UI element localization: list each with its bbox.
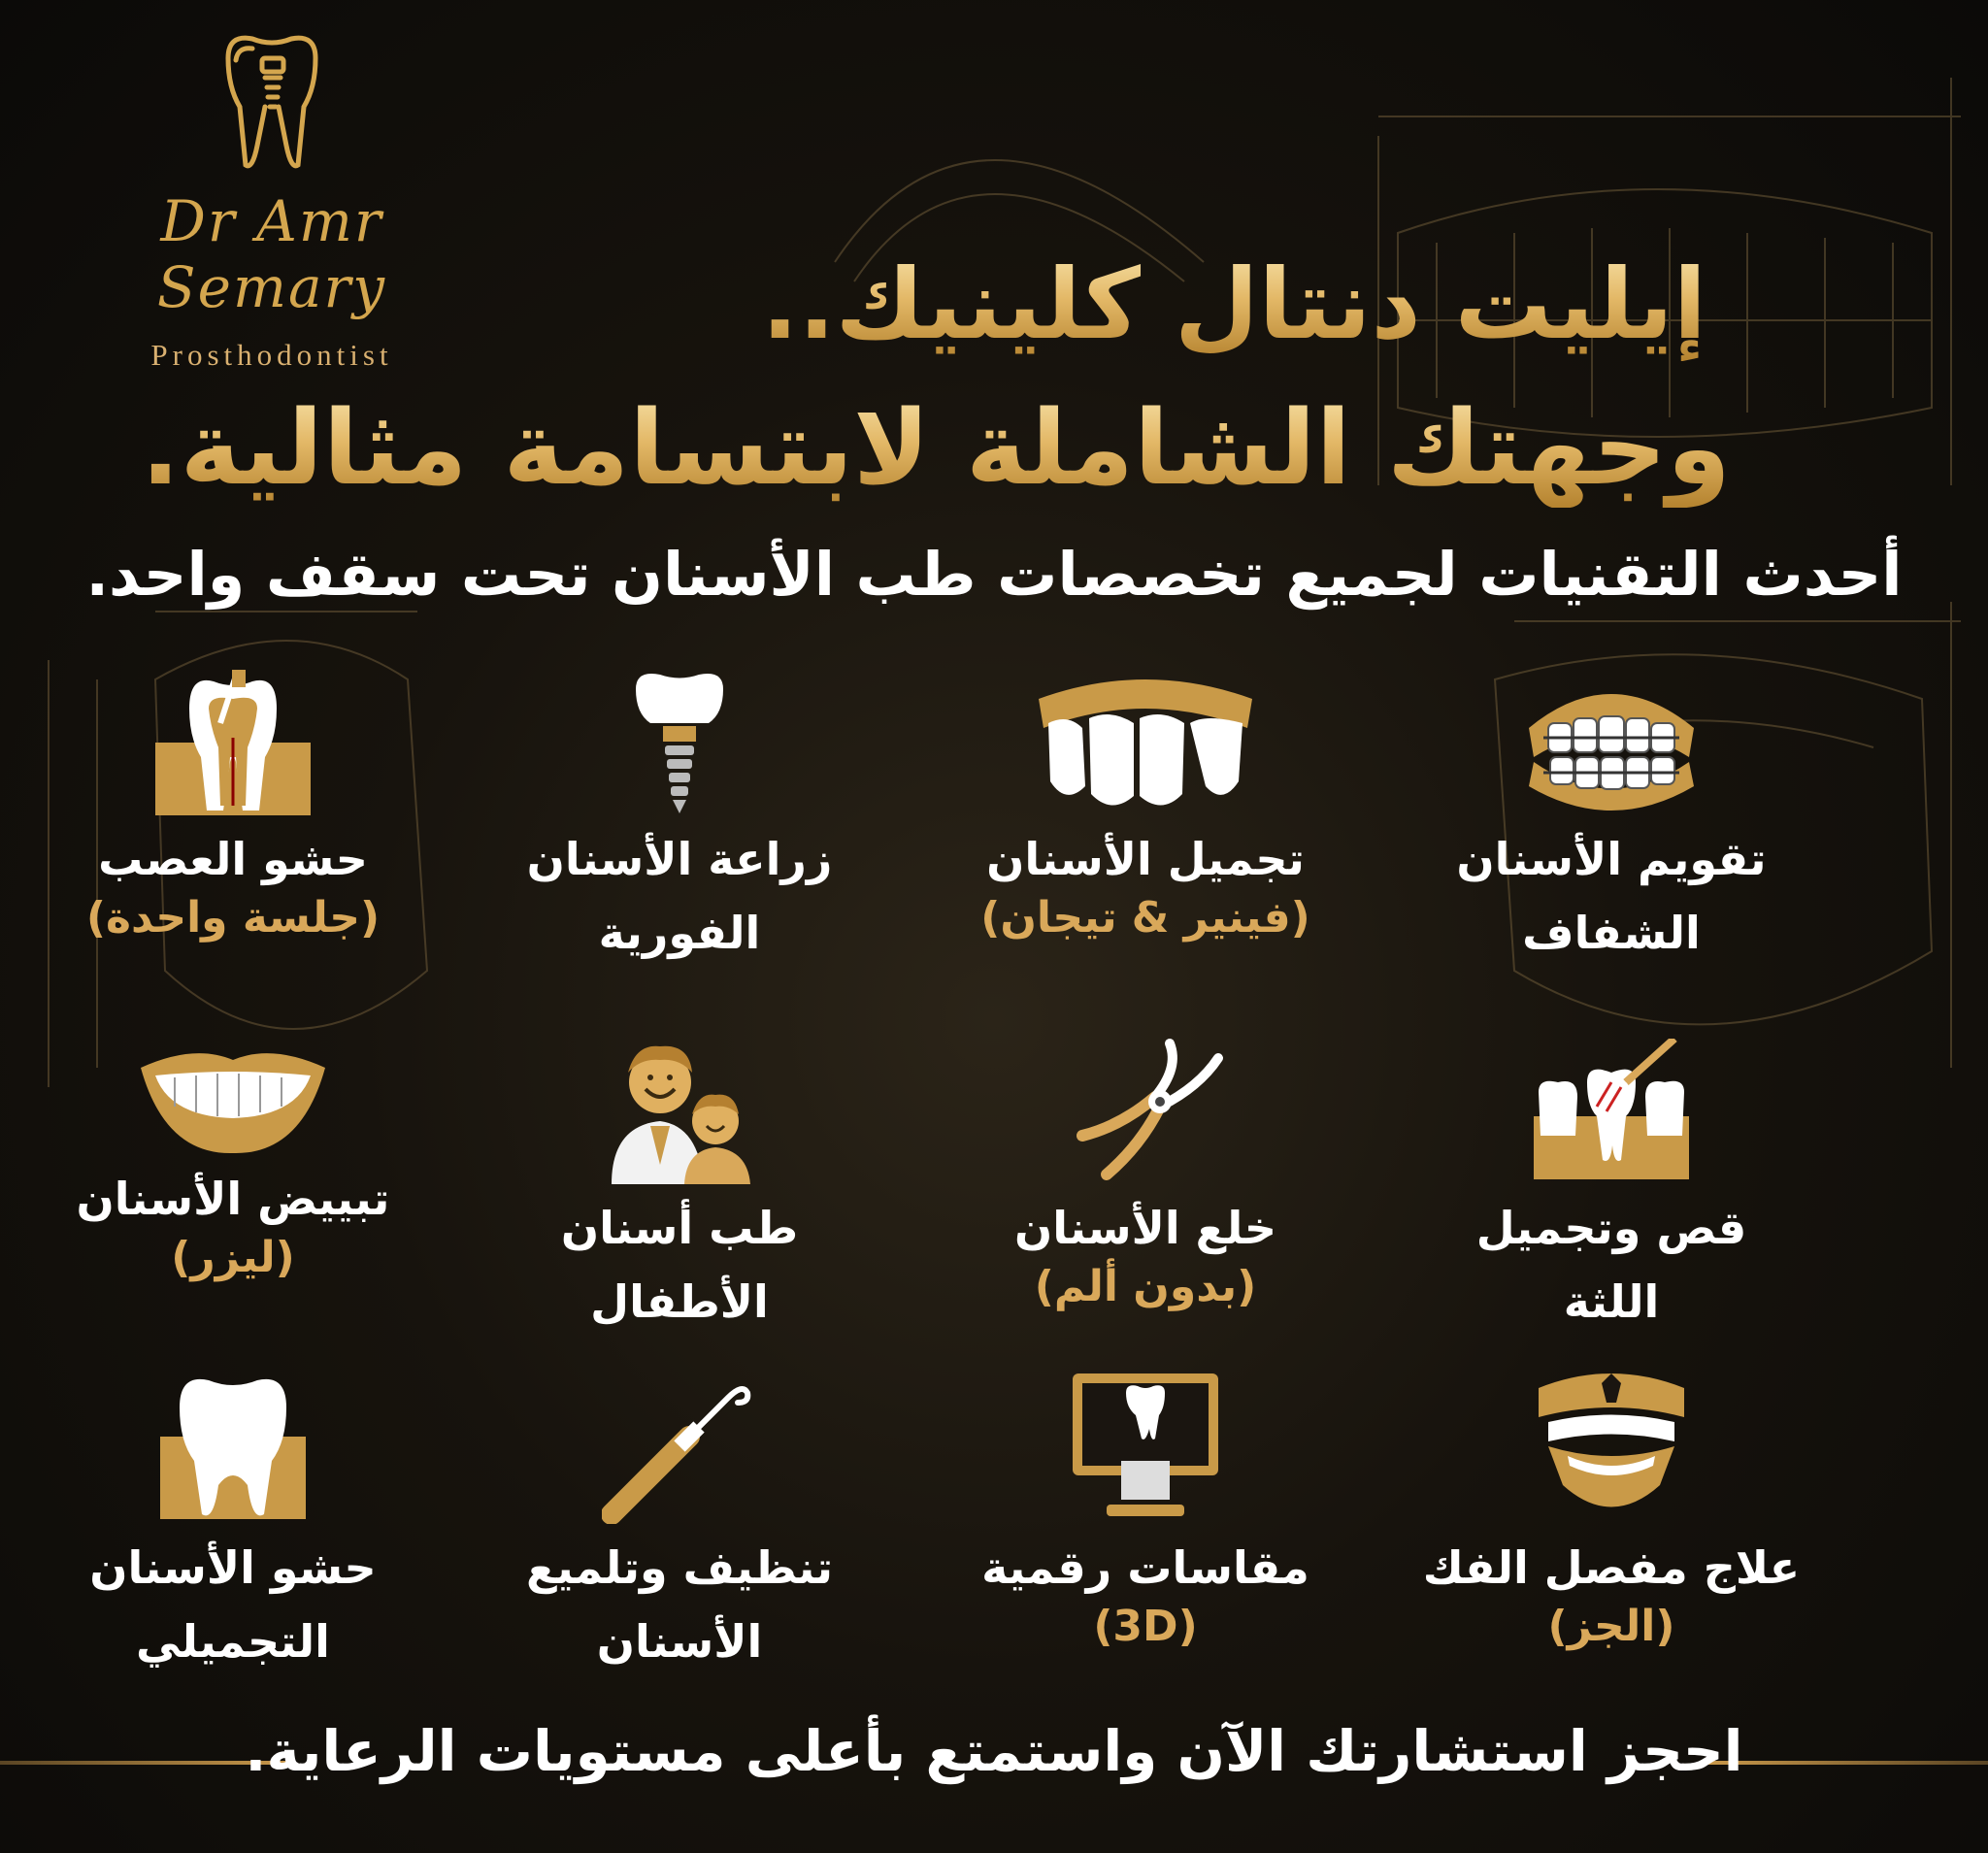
footer-cta — [0, 1718, 1988, 1805]
service-title: مقاسات رقمية — [981, 1541, 1309, 1594]
service-subtitle: الأسنان — [596, 1615, 763, 1668]
tooth-implant-icon — [209, 29, 335, 175]
service-title: تبييض الأسنان — [76, 1173, 390, 1225]
braces-icon — [1519, 670, 1704, 815]
extraction-forceps-icon — [1063, 1029, 1228, 1184]
tagline: أحدث التقنيات لجميع تخصصات طب الأسنان تحت سقف واحد. — [85, 539, 1903, 610]
service-subtitle: (جلسة واحدة) — [85, 893, 381, 943]
service-subtitle: الفورية — [598, 907, 761, 959]
service-card — [19, 670, 447, 947]
service-title: تقويم الأسنان — [1456, 833, 1767, 885]
service-title: حشو الأسنان — [89, 1541, 377, 1594]
service-subtitle: الأطفال — [590, 1275, 769, 1328]
cosmetic-filling-icon — [155, 1369, 311, 1524]
service-title: زراعة الأسنان — [526, 833, 833, 885]
service-subtitle: (بدون ألم) — [1034, 1262, 1257, 1311]
dental-implant-icon — [626, 670, 733, 815]
service-card — [466, 670, 893, 963]
logo-signature: Dr Amr Semary — [156, 188, 387, 320]
veneers-icon — [1029, 670, 1262, 815]
headline-line-2: وجهتك الشاملة لابتسامة مثالية. — [141, 388, 1731, 508]
service-card — [932, 1369, 1359, 1656]
service-title: حشو العصب — [98, 833, 368, 885]
service-card — [19, 1048, 447, 1287]
service-card — [1398, 1369, 1825, 1656]
service-subtitle: (الجز) — [1547, 1602, 1675, 1651]
whitening-smile-icon — [136, 1048, 330, 1155]
service-title: تنظيف وتلميع — [525, 1541, 834, 1594]
service-card — [466, 1029, 893, 1332]
service-subtitle: (ليزر) — [171, 1233, 295, 1282]
scaler-tool-icon — [602, 1369, 757, 1524]
gum-contouring-icon — [1529, 1039, 1694, 1184]
service-card — [1398, 670, 1825, 963]
digital-scan-monitor-icon — [1068, 1369, 1223, 1524]
service-title: تجميل الأسنان — [986, 833, 1305, 885]
pediatric-dentist-icon — [607, 1029, 752, 1184]
jaw-skull-icon — [1529, 1369, 1694, 1524]
headline-line-1: إيليت دنتال كلينيك.. — [761, 248, 1706, 361]
clinic-logo — [78, 29, 466, 372]
service-subtitle: (فينير & تيجان) — [980, 893, 1310, 943]
service-subtitle: (3D) — [1093, 1602, 1198, 1651]
service-card — [932, 670, 1359, 947]
footer-text: احجز استشارتك الآن واستمتع بأعلى مستويات الرعاية. — [245, 1718, 1743, 1784]
service-card — [466, 1369, 893, 1671]
root-canal-icon — [150, 670, 315, 815]
service-card — [1398, 1039, 1825, 1332]
service-card — [19, 1369, 447, 1671]
logo-subtitle: Prosthodontist — [150, 338, 393, 372]
service-title: قص وتجميل — [1475, 1202, 1747, 1254]
service-subtitle: اللثة — [1563, 1275, 1660, 1328]
service-title: خلع الأسنان — [1014, 1202, 1276, 1254]
service-subtitle: الشفاف — [1522, 907, 1701, 959]
service-title: طب أسنان — [560, 1202, 799, 1254]
service-title: علاج مفصل الفك — [1422, 1541, 1801, 1594]
service-subtitle: التجميلي — [136, 1615, 330, 1668]
service-card — [932, 1029, 1359, 1316]
